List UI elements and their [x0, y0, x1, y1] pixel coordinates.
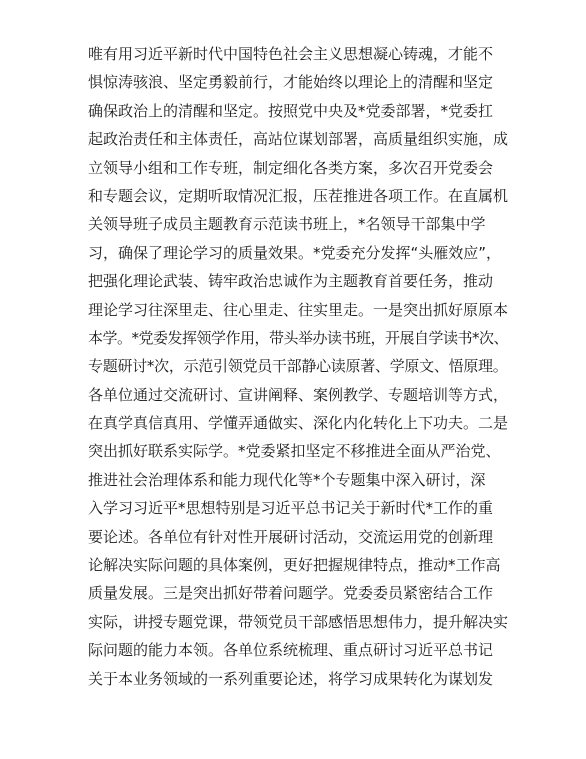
text-line: 关领导班子成员主题教育示范读书班上，*名领导干部集中学	[88, 215, 486, 234]
text-line: 各单位通过交流研讨、宣讲阐释、案例教学、专题培训等方式，	[88, 385, 509, 404]
text-line: 起政治责任和主体责任，高站位谋划部署，高质量组织实施，成	[88, 130, 509, 149]
text-line: 立领导小组和工作专班，制定细化各类方案，多次召开党委会	[88, 158, 494, 177]
text-line: 实际，讲授专题党课，带领党员干部感悟思想伟力，提升解决实	[88, 612, 509, 631]
text-line: 突出抓好联系实际学。*党委紧扣坚定不移推进全面从严治党、	[88, 442, 501, 461]
text-line: 理论学习往深里走、往心里走、往实里走。一是突出抓好原原本	[88, 300, 509, 319]
text-line: 际问题的能力本领。各单位系统梳理、重点研讨习近平总书记	[88, 641, 494, 660]
text-line: 入学习习近平*思想特别是习近平总书记关于新时代*工作的重	[88, 499, 494, 518]
text-line: 在真学真信真用、学懂弄通做实、深化内化转化上下功夫。二是	[88, 414, 509, 433]
text-line: 关于本业务领域的一系列重要论述，将学习成果转化为谋划发	[88, 669, 494, 688]
text-line: 专题研讨*次，示范引领党员干部静心读原著、学原文、悟原理。	[88, 357, 508, 376]
text-line: 要论述。各单位有针对性开展研讨活动，交流运用党的创新理	[88, 527, 494, 546]
text-line: 本学。*党委发挥领学作用，带头举办读书班，开展自学读书*次、	[88, 328, 509, 347]
text-line: 确保政治上的清醒和坚定。按照党中央及*党委部署，*党委扛	[88, 101, 494, 120]
text-line: 惧惊涛骇浪、坚定勇毅前行，才能始终以理论上的清醒和坚定	[88, 73, 494, 92]
text-line: 质量发展。三是突出抓好带着问题学。党委委员紧密结合工作	[88, 584, 494, 603]
body-paragraph	[88, 40, 508, 693]
text-line: 把强化理论武装、铸牢政治忠诚作为主题教育首要任务，推动	[88, 272, 494, 291]
text-line: 习，确保了理论学习的质量效果。*党委充分发挥“头雁效应”，	[88, 243, 502, 262]
text-line: 唯有用习近平新时代中国特色社会主义思想凝心铸魂，才能不	[88, 45, 494, 63]
text-line: 推进社会治理体系和能力现代化等*个专题集中深入研讨，深	[88, 470, 486, 489]
text-line: 论解决实际问题的具体案例，更好把握规律特点，推动*工作高	[88, 556, 501, 575]
text-line: 和专题会议，定期听取情况汇报，压茬推进各项工作。在直属机	[88, 186, 509, 205]
